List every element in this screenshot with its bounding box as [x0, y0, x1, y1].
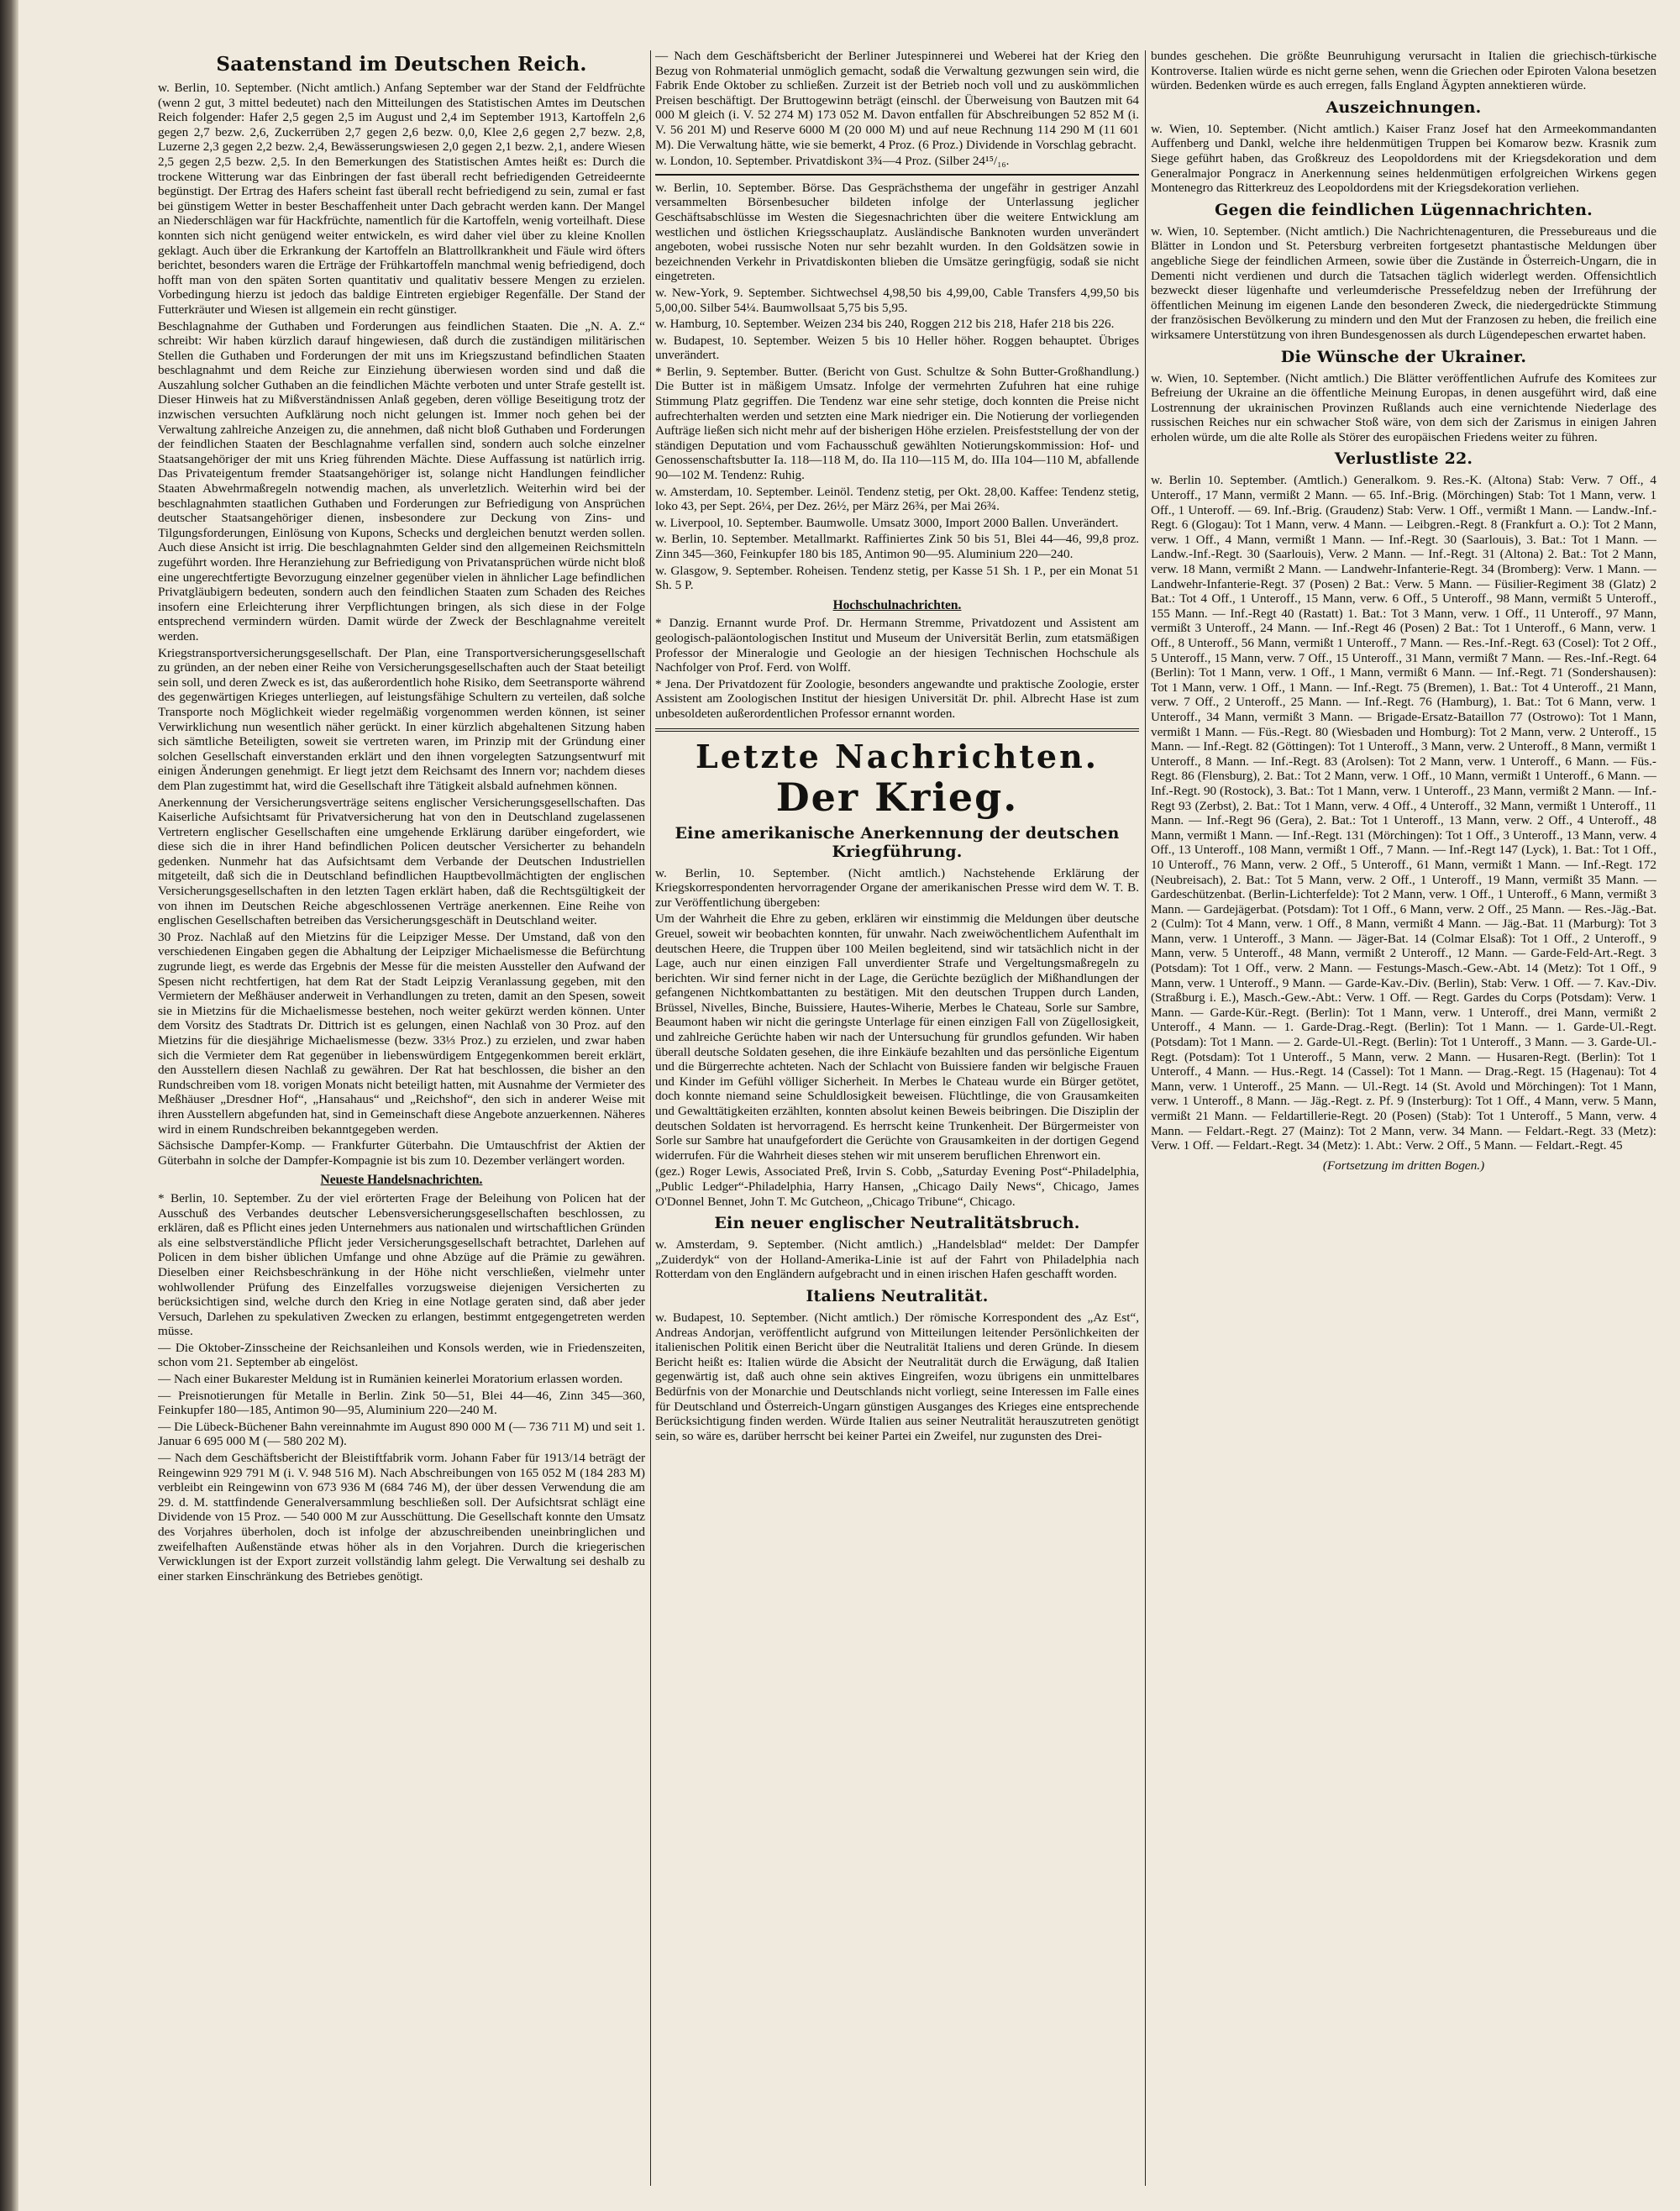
article-paragraph: Beschlagnahme der Guthaben und Forderungen aus feindlichen Staaten. Die „N. A. Z.“ schreibt: Wir haben kürzlich darauf hingewiesen, daß durch die zuständigen militärischen Stellen die Guthaben und Forderungen der mit uns im Kriegszustand befindlichen Staaten beschlagnahmt und dem Reiche zur Einziehung überwiesen worden sind und daß die Auszahlung solcher Guthaben an die feindlichen Mächte verboten und unter Strafe gestellt ist. Dieser Hinweis hat zu Mißverständnissen Anlaß gegeben, deren völlige Beseitigung trotz der inzwischen versuchten Aufklärung noch nicht gelungen ist. Immer noch gehen bei der Verwaltung zahlreiche Anzeigen zu, die annehmen, daß nicht bloß Guthaben und Forderungen der feindlichen Staaten der Beschlagnahme verfallen sind, sondern auch solche einzelner Staatsangehöriger der mit uns Krieg führenden Mächte. Diese Auffassung ist natürlich irrig. Das Privateigentum fremder Staatsangehöriger ist, solange nicht Handlungen feindlicher Staaten Abwehrmaßregeln notwendig machen, als unverletzlich. Weiterhin wird bei der beschlagnahmten staatlichen Guthaben und Forderungen zur Befriedigung von Ansprüchen deutscher Staatsangehöriger dienen, insbesondere zur Deckung von Zins- und Tilgungsforderungen, Einlösung von Kupons, Schecks und dergleichen benutzt werden sollen. Auch diese Ansicht ist irrig. Die beschlagnahmten Gelder sind den allgemeinen Reichsmitteln zugeführt worden. Ihre Heranziehung zur Befriedigung von Privatansprüchen würde nicht bloß eine ungerechtfertigte Bevorzugung einzelner gegenüber vielen in ähnlicher Lage befindlichen Privatgläubigern bedeuten, sondern auch den feindlichen Staaten zum Schaden des Reiches insofern eine Erleichterung ihrer Verpflichtungen bringen, als sich diese in der Folge entsprechend vermindern würden. Damit würde der Zweck der Beschlagnahme vereitelt werden.	[158, 318, 645, 643]
article-paragraph: — Nach einer Bukarester Meldung ist in Rumänien keinerlei Moratorium erlassen worden.	[158, 1372, 623, 1387]
article-paragraph: — Preisnotierungen für Metalle in Berlin. Zink 50—51, Blei 44—46, Zinn 345—360, Feinkupfer 180—185, Antimon 90—95, Aluminium 220—240 M.	[158, 1388, 645, 1418]
article-paragraph: bundes geschehen. Die größte Beunruhigung verursacht in Italien die griechisch-türkische Kontroverse. Italien würde es nicht gerne sehen, wenn die Griechen oder Epiroten Valona besetzen würden. Bedenken würde es auch erregen, falls England Ägypten annektieren würde.	[1151, 49, 1656, 93]
article-paragraph: * Berlin, 10. September. Zu der viel erörterten Frage der Beleihung von Policen hat der Ausschuß des Verbandes deutscher Lebensversicherungsgesellschaften beschlossen, zu erklären, daß es Pflicht eines jeden Unternehmers aus nationalen und wirtschaftlichen Gründen als eine selbstverständliche Pflicht jeder Versicherungsgesellschaft betrachtet, Darlehen auf Policen in dem bisher üblichen Umfange und ohne Abzüge auf die Prämie zu gewähren. Dieselben einer Reichsbeschränkung in der Höhe nicht verschließen, vielmehr unter wohlwollender Prüfung des Einzelfalles vorzugsweise diejenigen Versicherten zu berücksichtigen sind, welche durch den Krieg in eine Notlage geraten sind, daß aber jeder Versuch, Darlehen zu spekulativen Zwecken zu erlangen, bestimmt entgegengetreten werden müsse.	[158, 1190, 645, 1339]
article-paragraph: w. New-York, 9. September. Sichtwechsel 4,98,50 bis 4,99,00, Cable Transfers 4,99,50 bis 5,00,00. Silber 54¼. Baumwollsaat 5,75 bis 5,95.	[655, 285, 1139, 315]
column-rule	[650, 50, 651, 2186]
article-paragraph: — Die Lübeck-Büchener Bahn vereinnahmte im August 890 000 M (— 736 711 M) und seit 1. Januar 6 695 000 M (— 580 202 M).	[158, 1419, 645, 1449]
article-paragraph: Anerkennung der Versicherungsverträge seitens englischer Versicherungsgesellschaften. Das Kaiserliche Aufsichtsamt für Privatversicherung hat von den in Deutschland zugelassenen Vertretern englischer Gesellschaften eine umgehende Erklärung darüber eingefordert, wie diese sich die in ihrer Hand befindlichen Policen deutscher Versicherter zu behandeln gedenken. Nunmehr hat das Aufsichtsamt dem Verbande der Deutschen Industriellen mitgeteilt, daß sich die in Deutschland befindlichen Hauptbevollmächtigten der englischen Versicherungsgesellschaften in den letzten Tagen erklärt haben, daß die Rechtsgültigkeit der von ihnen im Deutschen Reiche abgeschlossenen Verträge anerkennen. Eine Reihe von englischen Gesellschaften betreiben das Versicherungsgeschäft in Deutschland weiter.	[158, 795, 645, 928]
article-paragraph: w. Wien, 10. September. (Nicht amtlich.) Die Nachrichtenagenturen, die Pressebureaus und die Blätter in London und St. Petersburg verbreiten fortgesetzt phantastische Meldungen über angebliche Siege der feindlichen Armeen, sowie über die Zustände in Österreich-Ungarn, die in Dementi nicht verdienen und durch die Tatsachen täglich widerlegt werden. Offensichtlich bezweckt dieser lügenhafte und verleumderische Pressefeldzug neben der Irreführung der öffentlichen Meinung im eigenen Lande den besonderen Zweck, die niedergedrückte Stimmung der französischen Bevölkerung zu mindern und den Mut der Franzosen zu heben, die freilich eine wirksamere Unterstützung von ihren Bundesgenossen als durch Lügendepeschen erwartet haben.	[1151, 223, 1656, 342]
article-paragraph: w. Amsterdam, 9. September. (Nicht amtlich.) „Handelsblad“ meldet: Der Dampfer „Zuiderdyk“ von der Holland-Amerika-Linie ist auf der Fahrt von Philadelphia nach Rotterdam von den Engländern aufgebracht und in einen irischen Hafen geschafft worden.	[655, 1237, 1139, 1282]
column-3	[1151, 49, 1656, 2199]
column-1	[158, 49, 645, 2199]
headline-verlustliste: Verlustliste 22.	[1334, 449, 1473, 469]
banner-der-krieg: Der Krieg.	[775, 774, 1019, 820]
article-paragraph: w. Wien, 10. September. (Nicht amtlich.) Kaiser Franz Josef hat den Armeekommandanten Auffenberg und Dankl, welche ihre heldenmütigen Truppen bei Komarow bezw. Krasnik zum Siege geführt haben, das Großkreuz des Leopoldordens mit der Kriegsdekoration und dem Generalmajor Pongracz in Anerkennung seines heldenmütigen erfolgreichen Wirkens gegen Montenegro das Ritterkreuz des Leopoldordens mit der Kriegsdekoration verliehen.	[1151, 121, 1656, 196]
article-paragraph: w. Berlin, 10. September. (Nicht amtlich.) Nachstehende Erklärung der Kriegskorrespondenten hervorragender Organe der amerikanischen Presse wird dem W. T. B. zur Veröffentlichung übergeben:	[655, 865, 1139, 910]
article-paragraph: Sächsische Dampfer-Komp. — Frankfurter Güterbahn. Die Umtauschfrist der Aktien der Güterbahn in solche der Dampfer-Kompagnie ist bis zum 10. Dezember verlängert worden.	[158, 1138, 645, 1168]
article-paragraph: (gez.) Roger Lewis, Associated Preß, Irvin S. Cobb, „Saturday Evening Post“-Philadelphia, „Public Ledger“-Philadelphia, Harry Hansen, „Chicago Daily News“, Chicago, James O'Donnel Bennet, John T. Mc Gutcheon, „Chicago Tribune“, Chicago.	[655, 1164, 1139, 1209]
article-paragraph: — Nach dem Geschäftsbericht der Berliner Jutespinnerei und Weberei hat der Krieg den Bezug von Rohmaterial unmöglich gemacht, sodaß die Verwaltung gezwungen sein wird, die Fabrik Ende Oktober zu schließen. Zurzeit ist der Betrieb noch voll und zu auskömmlichen Preisen beschäftigt. Der Bruttogewinn beträgt (einschl. der Überweisung von Bautzen mit 64 000 M gleich (i. V. 52 274 M) 173 052 M. Davon entfallen für Abschreibungen 52 852 M (i. V. 56 201 M) und Reserve 6000 M (20 000 M) und auf neue Rechnung 114 290 M (11 601 M). Die Verwaltung hätte, wie sie bemerkt, 4 Proz. (6 Proz.) Dividende in Vorschlag gebracht.	[655, 49, 1139, 152]
double-divider	[655, 728, 1139, 732]
headline-luegennachrichten: Gegen die feindlichen Lügennachrichten.	[1215, 200, 1593, 219]
article-paragraph: w. Berlin, 10. September. (Nicht amtlich.) Anfang September war der Stand der Feldfrüchte (wenn 2 gut, 3 mittel bedeutet) nach den Mitteilungen des Statistischen Amtes im Deutschen Reich folgender: Hafer 2,5 gegen 2,5 im August und 2,4 im September 1913, Kartoffeln 2,6 gegen 2,7 bezw. 2,6, Zuckerrüben 2,7 gegen 2,6 bezw. 0,0, Klee 2,6 gegen 2,7 bezw. 2,8, Luzerne 2,3 gegen 2,2 bezw. 2,4, Bewässerungswiesen 2,0 gegen 2,1 bezw. 2,1, andere Wiesen 2,5 gegen 2,5 bezw. 2,5. In den Bemerkungen des Statistischen Amtes heißt es: Durch die trockene Witterung war das Einbringen der fast überall recht befriedigenden Getreideernte begünstigt. Der Ertrag des Hafers scheint fast überall recht befriedigend zu sein, zumal er fast bei günstigem Wetter in bester Beschaffenheit unter Dach gebracht werden kann. Der Mangel an Niederschlägen war für Hackfrüchte, namentlich für die Kartoffeln, wenig vorteilhaft. Diese konnten sich nicht genügend weiter entwickeln, es wird daher viel über zu kleine Knollen geklagt. Auch über die Erkrankung der Kartoffeln an Blattrollkrankheit und Fäule wird öfters berichtet, besonders waren die Erträge der Frühkartoffeln manchmal wenig befriedigend, doch hofft man von den späten Sorten quantitativ und qualitativ bessere Mengen zu erzielen. Vorbedingung hierzu ist jedoch das baldige Eintreten ergiebiger Regenfälle. Der Stand der Futterkräuter und Wiesen ist allgemein ein recht günstiger.	[158, 81, 645, 317]
article-paragraph: Um der Wahrheit die Ehre zu geben, erklären wir einstimmig die Meldungen über deutsche Greuel, soweit wir beobachten konnten, für unwahr. Nach zweiwöchentlichem Aufenthalt im deutschen Heere, die Truppen über 100 Meilen begleitend, sind wir tatsächlich nicht in der Lage, auch nur einen einzigen Fall unverdienter Strafe und Vergeltungsmaßregeln zu berichten. Wir sind ferner nicht in der Lage, die Gerüchte bezüglich der Mißhandlungen der gefangenen Nichtkombattanten zu bestätigen. Mit den deutschen Truppen durch Landen, Brüssel, Nivelles, Binche, Buissiere, Hautes-Wiherie, Merbes le Chateau, Sorle sur Sambre, Beaumont haben wir nicht die geringste Unterlage für einen einzigen Fall von Zügellosigkeit, und zahlreiche Gerüchte haben wir nach der Untersuchung für grundlos gefunden. Wir haben überall deutsche Soldaten gesehen, die ihre Einkäufe bezahlten und das persönliche Eigentum und die Bürgerrechte achteten. Nach der Schlacht von Buissiere fanden wir belgische Frauen und Kinder im Gefühl völliger Sicherheit. In Merbes le Chateau wurde ein Bürger getötet, doch konnte niemand seine Schuldlosigkeit beweisen. Flüchtlinge, die von Grausamkeiten und Gewalttätigkeiten erzählten, konnten absolut keinen Beweis beibringen. Die Disziplin der deutschen Soldaten ist hervorragend. Es herrscht keine Trunkenheit. Der Bürgermeister von Sorle sur Sambre hat unaufgefordert die Gerüchte von Grausamkeiten in der dortigen Gegend widerrufen. Für die Wahrheit dieses stehen wir mit unserem beruflichen Ehrenwort ein.	[655, 911, 1139, 1163]
headline-italiens-neutralitaet: Italiens Neutralität.	[806, 1286, 989, 1305]
article-paragraph: w. Berlin, 10. September. Metallmarkt. Raffiniertes Zink 50 bis 51, Blei 44—46, 99,8 proz. Zinn 345—360, Feinkupfer 180 bis 185, Antimon 90—95. Aluminium 220—240.	[655, 532, 1139, 561]
article-paragraph: — Nach dem Geschäftsbericht der Bleistiftfabrik vorm. Johann Faber für 1913/14 beträgt der Reingewinn 929 791 M (i. V. 948 516 M). Nach Abschreibungen von 165 052 M (184 283 M) verbleibt ein Reingewinn von 673 936 M (684 746 M), der über dessen Verwendung die am 29. d. M. stattfindende Generalversammlung beschließen soll. Der Aufsichtsrat schlägt eine Dividende von 15 Proz. — 540 000 M zur Ausschüttung. Die Gesellschaft konnte den Umsatz des Vorjahres überholen, doch ist infolge der abzuschreibenden uneinbringlichen und zweifelhaften Außenstände etwas höher als in den Vorjahren. Durch die kriegerischen Verwicklungen ist der Export zurzeit vollständig lahm gelegt. Die Verwaltung sei deshalb zu einer starken Einschränkung des Betriebes genötigt.	[158, 1451, 645, 1583]
article-paragraph: * Danzig. Ernannt wurde Prof. Dr. Hermann Stremme, Privatdozent und Assistent am geologisch-paläontologischen Institut und Museum der Universität Berlin, zum etatsmäßigen Professor der Mineralogie und Geologie an der hiesigen Technischen Hochschule als Nachfolger von Prof. Ferd. von Wolff.	[655, 616, 1139, 675]
article-paragraph: w. Liverpool, 10. September. Baumwolle. Umsatz 3000, Import 2000 Ballen. Unverändert.	[655, 515, 1119, 530]
article-paragraph: w. Hamburg, 10. September. Weizen 234 bis 240, Roggen 212 bis 218, Hafer 218 bis 226.	[655, 317, 1115, 332]
article-paragraph: w. Budapest, 10. September. Weizen 5 bis 10 Heller höher. Roggen behauptet. Übriges unverändert.	[655, 333, 1139, 363]
article-paragraph: w. Berlin 10. September. (Amtlich.) Generalkom. 9. Res.-K. (Altona) Stab: Verw. 7 Off., 4 Unteroff., 17 Mann, vermißt 2 Mann. — 65. Inf.-Brig. (Mörchingen) Stab: Tot 1 Mann, verw. 1 Off., 1 Unteroff. — 69. Inf.-Brig. (Graudenz) Stab: Verw. 1 Off., vermißt 1 Mann. — Landw.-Inf.-Regt. 6 (Glogau): Tot 1 Mann, verw. 4 Mann. — Leibgren.-Regt. 8 (Frankfurt a. O.): Tot 2 Mann, verw. 1 Off., 4 Mann, vermißt 1 Mann. — Inf.-Regt. 30 (Saarlouis), 3. Bat.: Tot 1 Mann. — Landw.-Inf.-Regt. 30 (Saarlouis), Verw. 2 Mann. — Inf.-Regt. 31 (Altona) 2. Bat.: Tot 2 Mann, verw. 18 Mann, vermißt 2 Mann. — Landwehr-Infanterie-Regt. 34 (Bromberg): Verw. 1 Mann. — Landwehr-Infanterie-Regt. 37 (Posen) 2 Bat.: Verw. 5 Mann. — Füsilier-Regiment 38 (Glatz) 2 Bat.: Tot 4 Off., 1 Unteroff., 15 Mann, verw. 6 Off., 5 Unteroff., 98 Mann, vermißt 5 Unteroff., 155 Mann. — Inf.-Regt 40 (Rastatt) 1. Bat.: Tot 3 Mann, verw. 1 Off., 11 Unteroff., 97 Mann, vermißt 3 Unteroff., 24 Mann. — Inf.-Regt 46 (Posen) 2 Bat.: Tot 1 Unteroff., 6 Mann, verw. 1 Off., 8 Unteroff., 56 Mann, vermißt 1 Unteroff., 7 Mann. — Res.-Inf.-Regt. 63 (Cosel): Tot 2 Off., 5 Unteroff., 15 Mann, verw. 7 Off., 15 Unteroff., 31 Mann, vermißt 7 Mann. — Res.-Inf.-Regt. 64 (Berlin): Tot 1 Mann, verw. 1 Off., 1 Mann, vermißt 6 Mann. — Inf.-Regt. 71 (Sondershausen): Tot 1 Mann, verw. 1 Off., 1 Mann. — Inf.-Regt. 75 (Bremen), 1. Bat.: Tot 4 Unteroff., 21 Mann, verw. 7 Off., 2 Unteroff., 25 Mann. — Inf.-Regt. 76 (Hamburg), 1. Bat.: Tot 6 Mann, verw. 1 Unteroff., 34 Mann, vermißt 3 Mann. — Brigade-Ersatz-Bataillon 77 (Ostrowo): Tot 1 Mann, vermißt 1 Mann. — Füs.-Regt. 80 (Wiesbaden und Homburg): Tot 2 Mann, verw. 2 Unteroff., 15 Mann. — Inf.-Regt. 82 (Göttingen): Tot 1 Unteroff., 3 Mann, verw. 2 Unteroff., 8 Mann, vermißt 1 Unteroff., 8 Mann. — Inf.-Regt. 83 (Arolsen): Tot 2 Mann, verw. 1 Unteroff., 6 Mann. — Füs.-Regt. 86 (Flensburg), 2. Bat.: Tot 2 Mann, verw. 1 Off., 10 Mann, vermißt 1 Unteroff., 6 Mann. — Inf.-Regt. 90 (Rostock), 3. Bat.: Tot 1 Mann, verw. 1 Unteroff., 23 Mann, vermißt 2 Mann. — Inf.-Regt 93 (Zerbst), 2. Bat.: Tot 1 Mann, verw. 4 Off., 4 Unteroff., 32 Mann, vermißt 1 Unteroff., 11 Mann. — Inf.-Regt 96 (Gera), 2. Bat.: Tot 1 Unteroff., 13 Mann, verw. 2 Off., 4 Unteroff., 48 Mann, vermißt 1 Mann. — Inf.-Regt. 131 (Mörchingen): Tot 1 Off., 3 Unteroff., 13 Mann, verw. 4 Off., 13 Unteroff., 108 Mann, vermißt 1 Off., 7 Mann. — Inf.-Regt 147 (Lyck), 1. Bat.: Tot 1 Off., 10 Unteroff., 76 Mann, verw. 2 Off., 5 Unteroff., 61 Mann, vermißt 1 Mann. — Inf.-Regt. 172 (Neubreisach), 2. Bat.: Tot 5 Mann, verw. 2 Off., 1 Unteroff., 19 Mann, vermißt 35 Mann. — Gardeschützenbat. (Berlin-Lichterfelde): Tot 2 Mann, verw. 1 Off., 1 Unteroff., 6 Mann, vermißt 3 Mann. — Gardejägerbat. (Potsdam): Tot 1 Off., 6 Mann, verw. 2 Off., 25 Mann. — Res.-Jäg.-Bat. 2 (Culm): Tot 4 Mann, verw. 1 Off., 8 Mann, vermißt 4 Mann. — Jäg.-Bat. 11 (Marburg): Tot 3 Mann, verw. 1 Unteroff., 3 Mann. — Jäger-Bat. 14 (Colmar Elsaß): Tot 1 Off., 2 Unteroff., 9 Mann, verw. 5 Unteroff., 48 Mann, vermißt 2 Unteroff., 12 Mann. — Garde-Feld-Art.-Regt. 3 (Potsdam): Tot 1 Off., verw. 2 Mann. — Festungs-Masch.-Gew.-Abt. 14 (Metz): Tot 1 Off., 9 Mann, verw. 1 Unteroff., 9 Mann. — Garde-Kav.-Div. (Berlin), Stab: Verw. 1 Off. — 7. Kav.-Div. (Straßburg i. E.), Masch.-Gew.-Abt.: Verw. 1 Off. — Regt. Gardes du Corps (Potsdam): Verw. 1 Mann. — Garde-Kür.-Regt. (Berlin): Tot 1 Mann, verw. 1 Unteroff., drei Mann, vermißt 2 Unteroff., 4 Mann. — 1. Garde-Drag.-Regt. (Berlin): Tot 1 Mann. — 1. Garde-Ul.-Regt. (Potsdam): Tot 1 Mann. — 2. Garde-Ul.-Regt. (Berlin): Tot 1 Unteroff., 3 Mann. — 3. Garde-Ul.-Regt. (Potsdam): Tot 1 Unteroff., 5 Mann, verw. 2 Mann. — Husaren-Regt. (Berlin): Tot 1 Unteroff., 4 Mann. — Hus.-Regt. 14 (Cassel): Tot 1 Mann. — Drag.-Regt. 15 (Hagenau): Tot 4 Mann, verw. 1 Unteroff., 25 Mann. — Ul.-Regt. 14 (St. Avold und Mörchingen): Tot 1 Mann, verw. 1 Unteroff., 8 Mann. — Jäg.-Regt. z. Pf. 9 (Insterburg): Tot 1 Off., 4 Mann, verw. 5 Mann, vermißt 21 Mann. — Feldartillerie-Regt. 20 (Posen) (Stab): Tot 1 Unteroff., 5 Mann, verw. 4 Mann. — Feldart.-Regt. 27 (Mainz): Tot 2 Mann, verw. 34 Mann. — Feldart.-Regt. 33 (Metz): Verw. 1 Off. — Feldart.-Regt. 34 (Metz): 1. Abt.: Verw. 2 Off., 5 Mann. — Feldart.-Regt. 45	[1151, 473, 1656, 1153]
continuation-note: (Fortsetzung im dritten Bogen.)	[1322, 1158, 1485, 1173]
article-paragraph: w. Glasgow, 9. September. Roheisen. Tendenz stetig, per Kasse 51 Sh. 1 P., per ein Monat 51 Sh. 5 P.	[655, 563, 1139, 593]
article-paragraph: w. London, 10. September. Privatdiskont 3¾—4 Proz. (Silber 24¹⁵/₁₆.	[655, 154, 1010, 169]
article-paragraph: w. Berlin, 10. September. Börse. Das Gesprächsthema der ungefähr in gestriger Anzahl versammelten Börsenbesucher bildeten infolge der Unterlassung jeglicher Geschäftsabschlüsse im Westen die Siegesnachrichten über die weitere Entwicklung am westlichen und östlichen Kriegsschauplatz. Ausländische Banknoten wurden unverändert angeboten, wobei russische Noten nur sehr bezahlt wurden. In den Goldsätzen sowie in bezeichnenden Verkehr in Privatdiskonten blieben die Umsätze geringfügig, sodaß sie nicht eingetreten.	[655, 180, 1139, 284]
headline-neutralitaetsbruch: Ein neuer englischer Neutralitätsbruch.	[714, 1214, 1080, 1233]
banner-letzte-nachrichten: Letzte Nachrichten.	[696, 737, 1099, 775]
headline-ukrainer: Die Wünsche der Ukrainer.	[1280, 347, 1527, 366]
headline-saatenstand: Saatenstand im Deutschen Reich.	[216, 53, 587, 76]
article-paragraph: — Die Oktober-Zinsscheine der Reichsanleihen und Konsols werden, wie in Friedenszeiten, schon vom 21. September ab eingelöst.	[158, 1340, 645, 1370]
article-paragraph: w. Amsterdam, 10. September. Leinöl. Tendenz stetig, per Okt. 28,00. Kaffee: Tendenz stetig, loko 43, per Sept. 26¼, per Dez. 26½, per März 26¾, per Mai 26¾.	[655, 484, 1139, 514]
section-heading-hochschulnachrichten: Hochschulnachrichten.	[832, 597, 962, 612]
article-paragraph: * Jena. Der Privatdozent für Zoologie, besonders angewandte und praktische Zoologie, erster Assistent am Zoologischen Institut der hiesigen Universität Dr. phil. Albrecht Hase ist zum unbesoldeten außerordentlichen Professor ernannt worden.	[655, 676, 1139, 721]
article-paragraph: 30 Proz. Nachlaß auf den Mietzins für die Leipziger Messe. Der Umstand, daß von den verschiedenen Eingaben gegen die Abhaltung der Leipziger Michaelismesse die Befürchtung zugrunde liegt, es werde das Ergebnis der Messe für die meisten Aussteller den Aufwand der Spesen nicht rechtfertigen, hat dem Rat der Stadt Leipzig Veranlassung gegeben, mit den Vermietern der Meßhäuser anderweit in Verhandlungen zu treten, damit an den Spesen, soweit sie in Mietzins für die Michaelismesse bestehen, noch weiter gekürzt werden können. Unter dem Vorsitz des Stadtrats Dr. Dittrich ist es gelungen, einen Nachlaß von 30 Proz. auf den Mietzins für die diesjährige Michaelismesse (bezw. 33⅓ Proz.) zu erzielen, und zwar haben sich die Vermieter dem Rat gegenüber in liebenswürdigem Entgegenkommen bereit erklärt, den Ausstellern diesen Nachlaß zu gewähren. Der Rat hat beschlossen, die bisher an den Rundschreiben vom 18. vorigen Monats nicht beteiligt hatten, mit Ausnahme der Vermieter des Meßhäuser „Dresdner Hof“, „Hansahaus“ und „Reichshof“, den sich in anderer Weise mit ihren Ausstellern abgefunden hat, sind in Gemeinschaft diese Angebote anzuerkennen. Näheres wird in einem Rundschreiben bekanntgegeben werden.	[158, 929, 645, 1137]
article-paragraph: Kriegstransportversicherungsgesellschaft. Der Plan, eine Transportversicherungsgesellschaft zu gründen, an der neben einer Reihe von Versicherungsgesellschaften auch der Staat beteiligt sein soll, und deren Zweck es ist, das außerordentlich hohe Risiko, dem Seetransporte während des gegenwärtigen Krieges unterliegen, auf leistungsfähige Schultern zu verteilen, daß solche Transporte noch Möglichkeit wieder regelmäßig vorgenommen werden können, ist seiner Verwirklichung nun wesentlich näher gerückt. In einer kürzlich abgehaltenen Sitzung haben sich sämtliche Beteiligten, soweit sie vertreten waren, im Prinzip mit der Gründung einer solchen Gesellschaft einverstanden erklärt und den ihnen vorgelegten Satzungsentwurf mit einigen Änderungen genehmigt. Er liegt jetzt dem Reichsamt des Innern vor; nachdem dieses dem Plan zugestimmt hat, wird die Gesellschaft ihre Tätigkeit alsbald aufnehmen können.	[158, 645, 645, 793]
divider	[655, 174, 1139, 176]
column-rule	[1145, 50, 1146, 2186]
headline-amerikanische-anerkennung: Eine amerikanische Anerkennung der deutschen Kriegführung.	[675, 823, 1120, 861]
article-paragraph: w. Wien, 10. September. (Nicht amtlich.) Die Blätter veröffentlichen Aufrufe des Komitees zur Befreiung der Ukraine an die öffentliche Meinung Europas, in denen ausgeführt wird, daß eine Lostrennung der ukrainischen Provinzen Rußlands auch eine vernichtende Niederlage des russischen Reiches nur ein schwacher Stoß wäre, von dem sich der Zarismus in einigen Jahren erholen würde, um die alte Rolle als Störer des europäischen Friedens weiter zu führen.	[1151, 370, 1656, 444]
column-2	[655, 49, 1139, 2199]
headline-auszeichnungen: Auszeichnungen.	[1326, 97, 1482, 117]
article-paragraph: w. Budapest, 10. September. (Nicht amtlich.) Der römische Korrespondent des „Az Est“, Andreas Andorjan, veröffentlicht aufgrund von Mitteilungen leitender Persönlichkeiten der italienischen Politik einen Bericht über die Neutralität Italiens und deren Gründe. In diesem Bericht heißt es: Italien würde die Absicht der Neutralität durch die Erwägung, daß Italien gegenwärtig ist, daß auch ohne sein aktives Eingreifen, wozu übrigens ein unmittelbares Bedürfnis von der Monarchie und Deutschlands nicht vorliegt, seine Interessen im Falle eines für Deutschland und Österreich-Ungarn günstigen Ausganges des Krieges eine entsprechende Berücksichtigung finden werden. Würde Italien aus seiner Neutralität herauszutreten genötigt sein, so wäre es, darüber herrscht bei keiner Partei ein Zweifel, nur zugunsten des Drei-	[655, 1310, 1139, 1443]
book-gutter	[0, 0, 18, 2211]
article-paragraph: * Berlin, 9. September. Butter. (Bericht von Gust. Schultze & Sohn Butter-Großhandlung.) Die Butter ist in mäßigem Umsatz. Infolge der vermehrten Zufuhren hat eine ruhige Stimmung Platz gegriffen. Die Tendenz war eine sehr stetige, doch konnten die Preise nicht aufrechterhalten werden und setzten eine Mark niedriger ein. Die Notierung der vorliegenden Aufträge ließen sich nicht mehr auf der bisherigen Höhe erzielen. Preisfeststellung der von der ständigen Deputation und vom Fachausschuß gewählten Notierungskommission: Hof- und Genossenschaftsbutter Ia. 118—118 M, do. IIa 110—115 M, do. IIIa 104—110 M, abfallende 90—102 M. Tendenz: Ruhig.	[655, 364, 1139, 483]
section-heading-handelsnachrichten: Neueste Handelsnachrichten.	[320, 1173, 483, 1188]
